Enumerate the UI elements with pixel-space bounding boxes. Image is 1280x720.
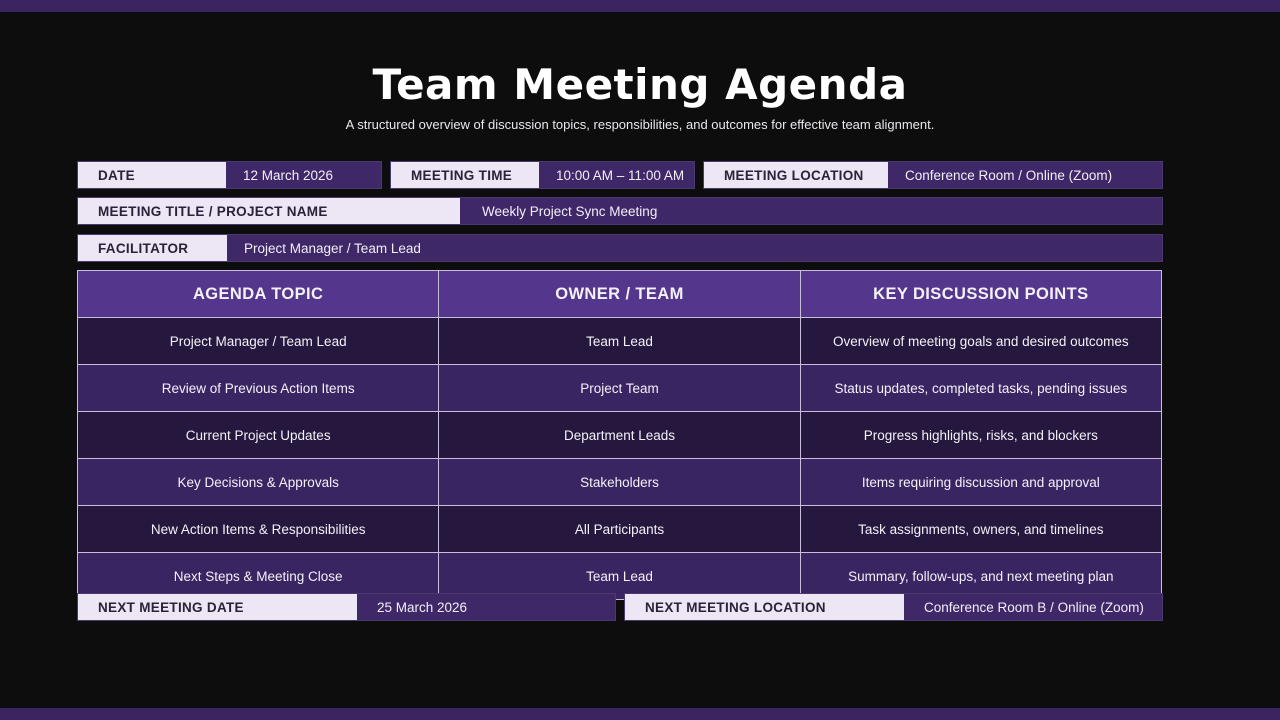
owner-cell: Stakeholders [439, 459, 800, 506]
meeting-title-label: MEETING TITLE / PROJECT NAME [78, 198, 460, 224]
next-meeting-date-value: 25 March 2026 [357, 594, 615, 620]
agenda-topic-cell: New Action Items & Responsibilities [78, 506, 439, 553]
meeting-time-label: MEETING TIME [391, 162, 539, 188]
next-meeting-location-value: Conference Room B / Online (Zoom) [904, 594, 1162, 620]
table-row [78, 412, 1162, 459]
discussion-points-cell: Overview of meeting goals and desired outcomes [800, 318, 1161, 365]
date-label: DATE [78, 162, 226, 188]
meeting-location-label: MEETING LOCATION [704, 162, 888, 188]
discussion-points-cell: Status updates, completed tasks, pending issues [800, 365, 1161, 412]
table-row [78, 459, 1162, 506]
facilitator-value: Project Manager / Team Lead [227, 235, 1162, 261]
agenda-topic-cell: Key Decisions & Approvals [78, 459, 439, 506]
owner-cell: All Participants [439, 506, 800, 553]
table-row [78, 365, 1162, 412]
agenda-topic-cell: Current Project Updates [78, 412, 439, 459]
facilitator-field [77, 234, 1163, 262]
table-row [78, 318, 1162, 365]
owner-cell: Team Lead [439, 553, 800, 600]
next-meeting-date-field [77, 593, 616, 621]
discussion-points-cell: Task assignments, owners, and timelines [800, 506, 1161, 553]
header-key-discussion-points: KEY DISCUSSION POINTS [800, 271, 1161, 318]
top-accent-band [0, 0, 1280, 12]
meeting-title-value: Weekly Project Sync Meeting [460, 198, 1162, 224]
next-meeting-location-field [624, 593, 1163, 621]
owner-cell: Project Team [439, 365, 800, 412]
meeting-location-field [703, 161, 1163, 189]
date-value: 12 March 2026 [226, 162, 381, 188]
facilitator-label: FACILITATOR [78, 235, 227, 261]
agenda-topic-cell: Project Manager / Team Lead [78, 318, 439, 365]
owner-cell: Department Leads [439, 412, 800, 459]
owner-cell: Team Lead [439, 318, 800, 365]
agenda-topic-cell: Next Steps & Meeting Close [78, 553, 439, 600]
discussion-points-cell: Progress highlights, risks, and blockers [800, 412, 1161, 459]
next-meeting-location-label: NEXT MEETING LOCATION [625, 594, 904, 620]
next-meeting-date-label: NEXT MEETING DATE [78, 594, 357, 620]
header-owner-team: OWNER / TEAM [439, 271, 800, 318]
table-header-row [78, 271, 1162, 318]
page-title: Team Meeting Agenda [372, 60, 908, 109]
bottom-accent-band [0, 708, 1280, 720]
page-subtitle: A structured overview of discussion topics, responsibilities, and outcomes for effective team alignment. [345, 117, 935, 132]
meeting-title-field [77, 197, 1163, 225]
table-row [78, 506, 1162, 553]
agenda-table [77, 270, 1162, 600]
discussion-points-cell: Summary, follow-ups, and next meeting plan [800, 553, 1161, 600]
meeting-time-value: 10:00 AM – 11:00 AM [539, 162, 694, 188]
date-field [77, 161, 382, 189]
header-agenda-topic: AGENDA TOPIC [78, 271, 439, 318]
agenda-topic-cell: Review of Previous Action Items [78, 365, 439, 412]
discussion-points-cell: Items requiring discussion and approval [800, 459, 1161, 506]
meeting-time-field [390, 161, 695, 189]
meeting-location-value: Conference Room / Online (Zoom) [888, 162, 1162, 188]
